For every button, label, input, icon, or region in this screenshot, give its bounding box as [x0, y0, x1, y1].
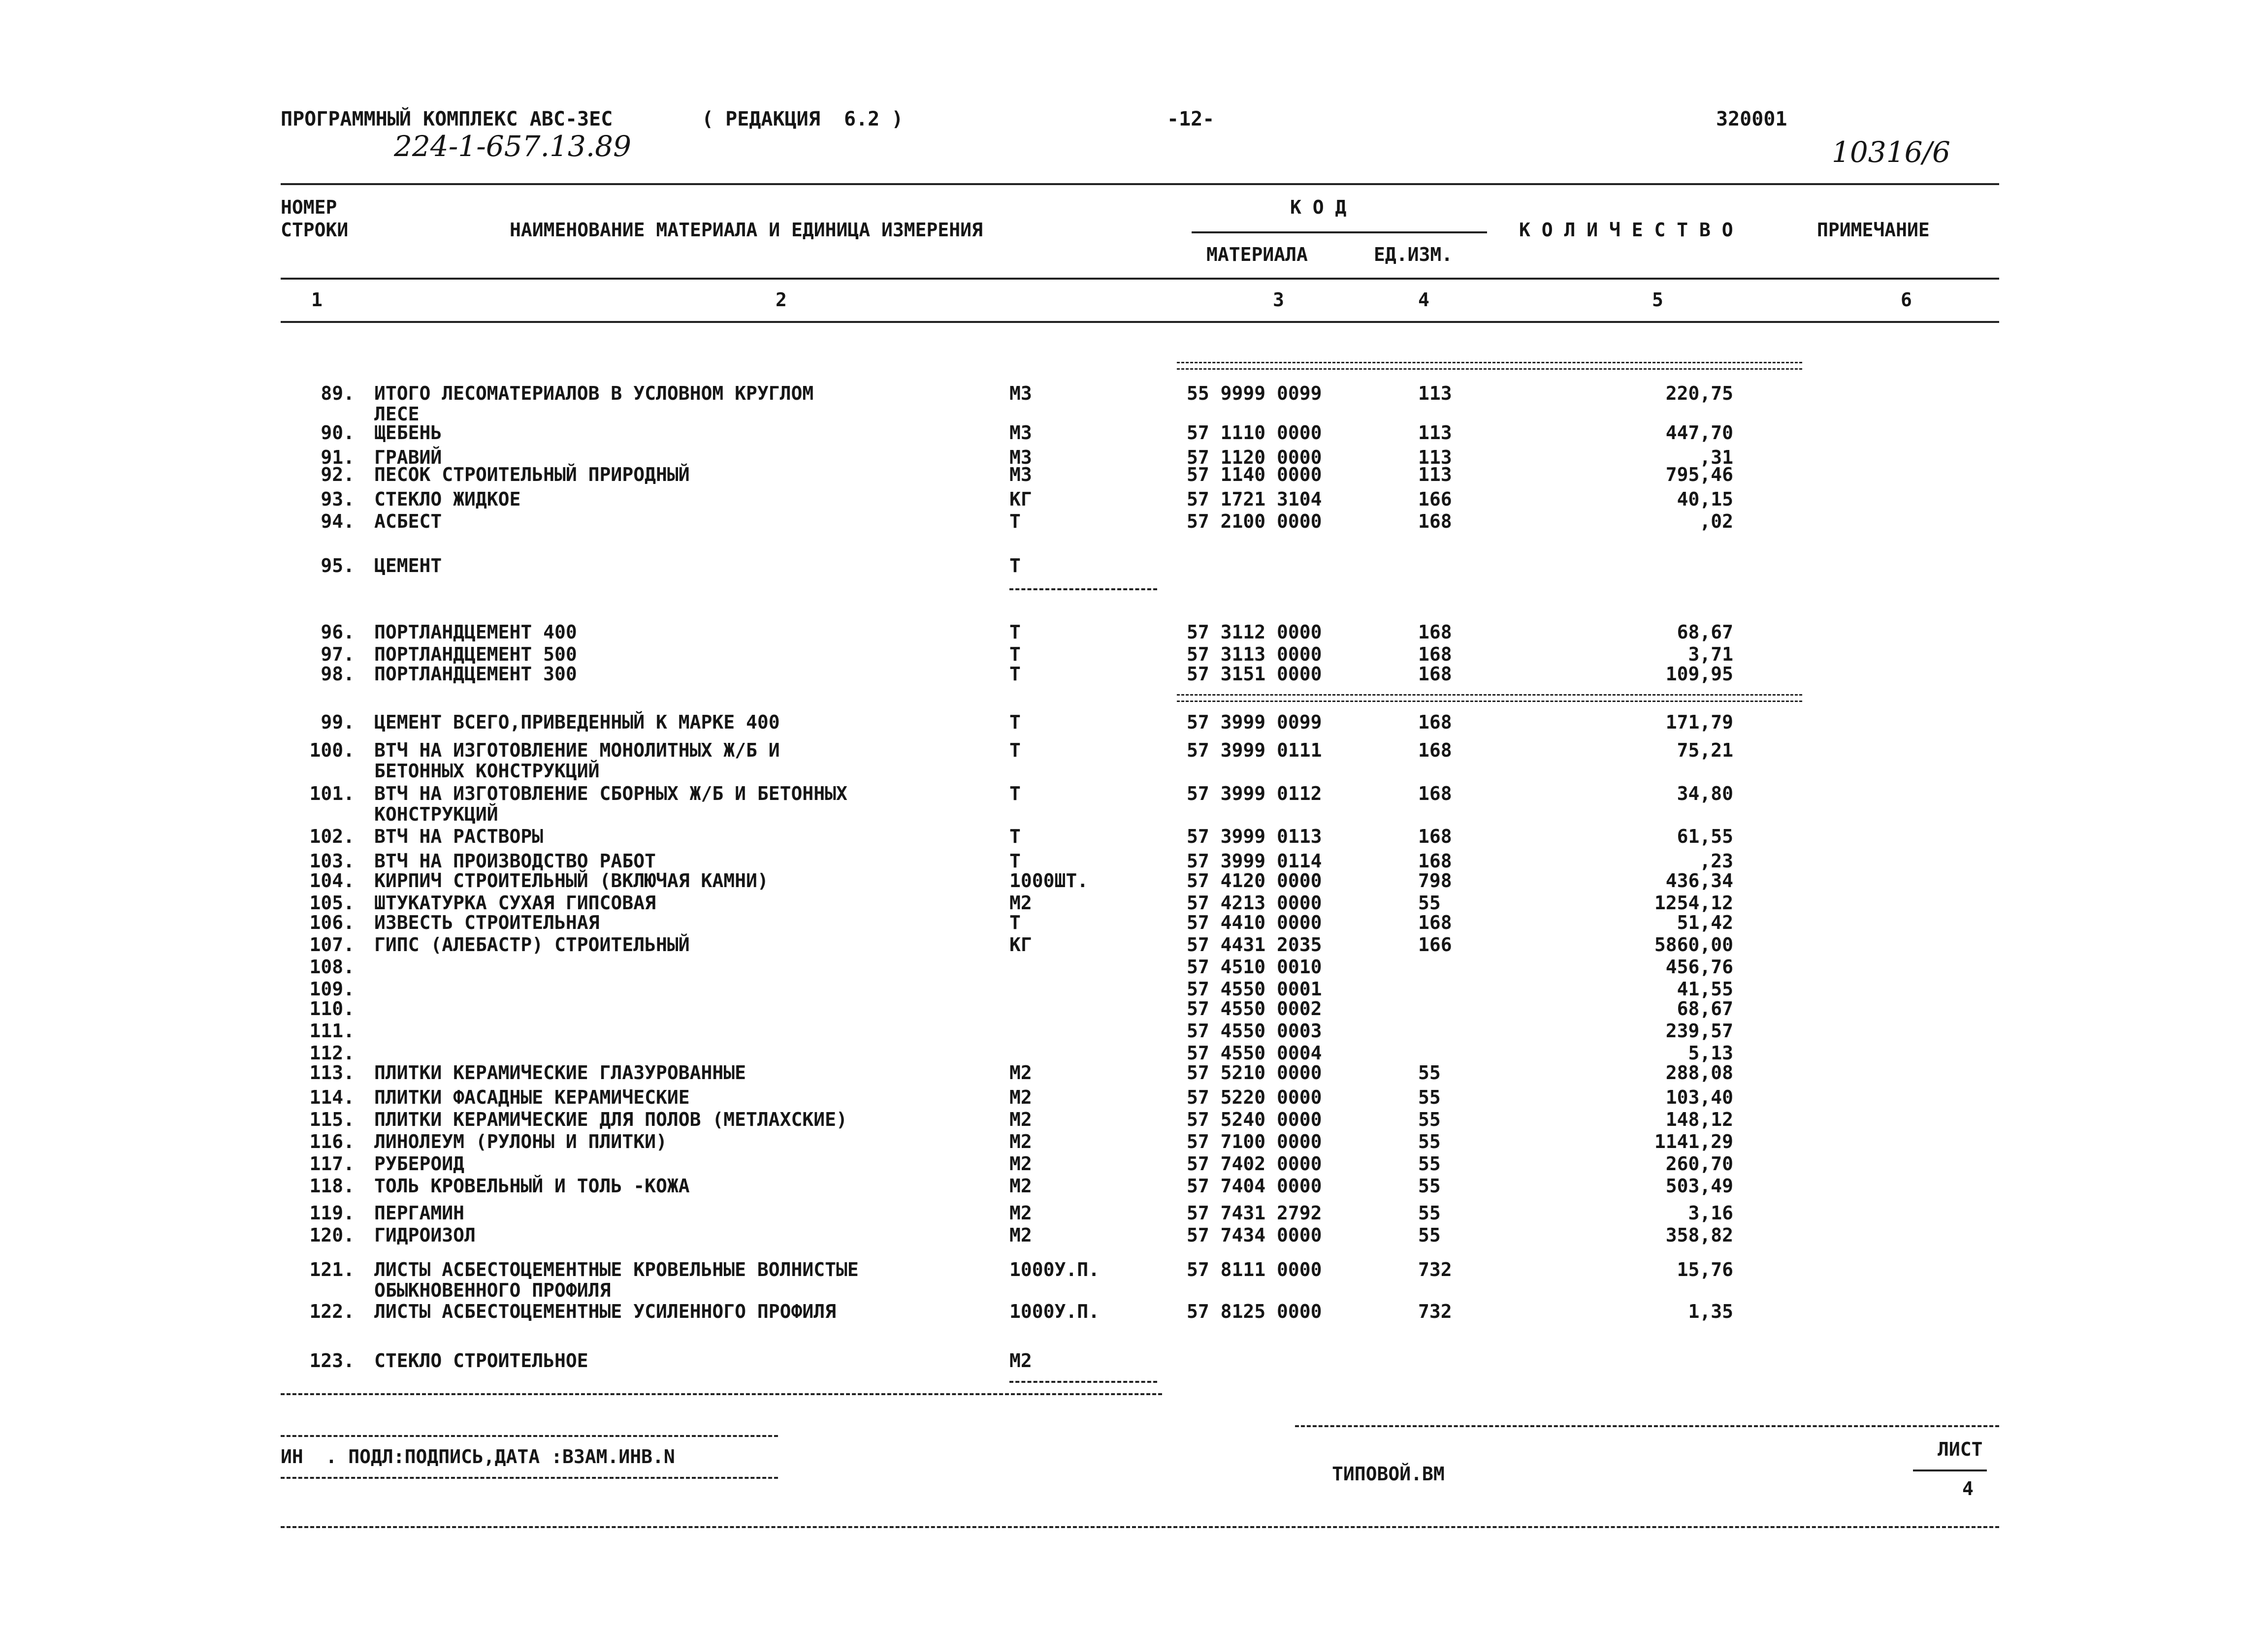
quantity-value: 5,13	[1688, 1042, 1733, 1064]
col-number-2: 2	[776, 289, 787, 311]
row-number: 119.	[309, 1202, 355, 1224]
measure-unit: 1000ШТ.	[1009, 870, 1089, 892]
material-name: ПЛИТКИ ФАСАДНЫЕ КЕРАМИЧЕСКИЕ	[374, 1086, 690, 1108]
unit-code: 55	[1418, 1131, 1441, 1152]
quantity-value: 3,16	[1688, 1202, 1733, 1224]
file-name: ТИПОВОЙ.ВМ	[1332, 1463, 1445, 1485]
material-name: ЦЕМЕНТ	[374, 555, 442, 576]
table-row	[0, 1021, 2268, 1043]
row-number: 98.	[321, 663, 355, 685]
row-number: 103.	[309, 850, 355, 872]
unit-code: 732	[1418, 1301, 1452, 1322]
row-number: 121.	[309, 1259, 355, 1280]
row-number: 95.	[321, 555, 355, 576]
material-code: 57 4550 0002	[1187, 998, 1322, 1020]
unit-code: 166	[1418, 934, 1452, 956]
note-header: ПРИМЕЧАНИЕ	[1817, 219, 1930, 241]
unit-code: 166	[1418, 488, 1452, 510]
total-separator-1	[1177, 362, 1802, 370]
material-name: ПЕСОК СТРОИТЕЛЬНЫЙ ПРИРОДНЫЙ	[374, 464, 690, 485]
unit-code: 113	[1418, 383, 1452, 404]
measure-unit: Т	[1009, 912, 1021, 933]
stamp-fields: ИН . ПОДЛ:ПОДПИСЬ,ДАТА :ВЗАМ.ИНВ.N	[281, 1446, 675, 1468]
material-name: ГИДРОИЗОЛ	[374, 1224, 476, 1246]
header-bottom-rule	[281, 321, 1999, 323]
col-number-4: 4	[1418, 289, 1429, 311]
material-name: ПЛИТКИ КЕРАМИЧЕСКИЕ ДЛЯ ПОЛОВ (МЕТЛАХСКИЕ)	[374, 1109, 847, 1130]
material-code: 57 7434 0000	[1187, 1224, 1322, 1246]
table-row	[0, 958, 2268, 979]
row-number: 107.	[309, 934, 355, 956]
material-code: 57 1120 0000	[1187, 447, 1322, 468]
material-name: ПОРТЛАНДЦЕМЕНТ 500	[374, 643, 577, 665]
row-number: 108.	[309, 956, 355, 978]
row-number: 104.	[309, 870, 355, 892]
material-name: ПОРТЛАНДЦЕМЕНТ 400	[374, 621, 577, 643]
material-name: ЛИСТЫ АСБЕСТОЦЕМЕНТНЫЕ УСИЛЕННОГО ПРОФИЛЯ	[374, 1301, 836, 1322]
measure-unit: Т	[1009, 511, 1021, 532]
stamp-mid-rule	[281, 1477, 778, 1479]
sheet-label: ЛИСТ	[1938, 1438, 1983, 1460]
material-name: ЦЕМЕНТ ВСЕГО,ПРИВЕДЕННЫЙ К МАРКЕ 400	[374, 711, 780, 733]
material-name: СТЕКЛО ЖИДКОЕ	[374, 488, 521, 510]
material-code: 57 8125 0000	[1187, 1301, 1322, 1322]
row-number: 106.	[309, 912, 355, 933]
material-name-continuation: КОНСТРУКЦИЙ	[374, 803, 498, 825]
unit-code: 168	[1418, 663, 1452, 685]
quantity-value: 220,75	[1665, 383, 1733, 404]
material-code: 57 3112 0000	[1187, 621, 1322, 643]
material-code: 57 4550 0004	[1187, 1042, 1322, 1064]
quantity-value: 3,71	[1688, 643, 1733, 665]
material-name: ЛИСТЫ АСБЕСТОЦЕМЕНТНЫЕ КРОВЕЛЬНЫЕ ВОЛНИСТЫЕ	[374, 1259, 859, 1280]
row-number: 123.	[309, 1350, 355, 1372]
end-separator	[1009, 1381, 1157, 1383]
row-number: 117.	[309, 1153, 355, 1175]
material-name: ВТЧ НА ИЗГОТОВЛЕНИЕ СБОРНЫХ Ж/Б И БЕТОННЫХ	[374, 783, 847, 804]
measure-unit: Т	[1009, 643, 1021, 665]
quantity-header: К О Л И Ч Е С Т В О	[1519, 219, 1733, 241]
material-code: 57 7402 0000	[1187, 1153, 1322, 1175]
quantity-value: ,23	[1699, 850, 1733, 872]
stamp-top-rule	[281, 1435, 778, 1437]
material-name: ГИПС (АЛЕБАСТР) СТРОИТЕЛЬНЫЙ	[374, 934, 690, 956]
num-header-2: СТРОКИ	[281, 219, 349, 241]
table-row	[0, 1154, 2268, 1176]
row-number: 90.	[321, 422, 355, 444]
unit-code: 168	[1418, 850, 1452, 872]
unit-code: 798	[1418, 870, 1452, 892]
table-row	[0, 1204, 2268, 1225]
row-number: 111.	[309, 1020, 355, 1042]
row-number: 122.	[309, 1301, 355, 1322]
material-code: 55 9999 0099	[1187, 383, 1322, 404]
code-header: К О Д	[1290, 196, 1347, 218]
material-name: ПОРТЛАНДЦЕМЕНТ 300	[374, 663, 577, 685]
measure-unit: 1000У.П.	[1009, 1301, 1100, 1322]
material-name: АСБЕСТ	[374, 511, 442, 532]
measure-unit: М2	[1009, 1175, 1032, 1197]
quantity-value: 358,82	[1665, 1224, 1733, 1246]
material-code: 57 3113 0000	[1187, 643, 1322, 665]
material-code: 57 2100 0000	[1187, 511, 1322, 532]
page-number: -12-	[1167, 108, 1215, 130]
col-number-3: 3	[1273, 289, 1284, 311]
unit-header: ЕД.ИЗМ.	[1374, 244, 1453, 265]
table-row	[0, 783, 2268, 825]
material-code: 57 4510 0010	[1187, 956, 1322, 978]
quantity-value: 51,42	[1677, 912, 1733, 933]
row-number: 110.	[309, 998, 355, 1020]
unit-code: 55	[1418, 1062, 1441, 1084]
quantity-value: 75,21	[1677, 739, 1733, 761]
quantity-value: 1141,29	[1654, 1131, 1733, 1152]
row-number: 109.	[309, 978, 355, 1000]
table-row	[0, 465, 2268, 487]
measure-unit: Т	[1009, 621, 1021, 643]
unit-code: 113	[1418, 464, 1452, 485]
unit-code: 55	[1418, 1086, 1441, 1108]
table-row	[0, 490, 2268, 511]
row-number: 89.	[321, 383, 355, 404]
document-code: 320001	[1716, 108, 1787, 130]
table-row	[0, 1226, 2268, 1247]
material-name: ШТУКАТУРКА СУХАЯ ГИПСОВАЯ	[374, 892, 656, 914]
quantity-value: 436,34	[1665, 870, 1733, 892]
unit-code: 55	[1418, 1153, 1441, 1175]
table-row	[0, 913, 2268, 935]
measure-unit: Т	[1009, 663, 1021, 685]
quantity-value: 109,95	[1665, 663, 1733, 685]
material-code: 57 7404 0000	[1187, 1175, 1322, 1197]
material-name-continuation: ОБЫКНОВЕННОГО ПРОФИЛЯ	[374, 1279, 611, 1301]
header-mid-rule	[281, 278, 1999, 280]
table-row	[0, 935, 2268, 957]
material-name: ИЗВЕСТЬ СТРОИТЕЛЬНАЯ	[374, 912, 600, 933]
quantity-value: 503,49	[1665, 1175, 1733, 1197]
table-row	[0, 665, 2268, 686]
table-row	[0, 1063, 2268, 1085]
material-code: 57 8111 0000	[1187, 1259, 1322, 1280]
unit-code: 113	[1418, 422, 1452, 444]
unit-code: 168	[1418, 643, 1452, 665]
material-code: 57 5240 0000	[1187, 1109, 1322, 1130]
unit-code: 55	[1418, 1109, 1441, 1130]
measure-unit: М2	[1009, 1350, 1032, 1372]
material-code: 57 5210 0000	[1187, 1062, 1322, 1084]
num-header-1: НОМЕР	[281, 196, 337, 218]
header-top-rule	[281, 183, 1999, 185]
row-number: 118.	[309, 1175, 355, 1197]
table-row	[0, 1259, 2268, 1301]
material-code: 57 4120 0000	[1187, 870, 1322, 892]
table-row	[0, 1302, 2268, 1324]
sheet-split-rule	[1913, 1469, 1987, 1471]
table-row	[0, 556, 2268, 578]
quantity-value: 103,40	[1665, 1086, 1733, 1108]
measure-unit: Т	[1009, 555, 1021, 576]
row-number: 93.	[321, 488, 355, 510]
material-name-continuation: БЕТОННЫХ КОНСТРУКЦИЙ	[374, 760, 600, 782]
total-separator-2	[1177, 694, 1802, 702]
unit-code: 55	[1418, 1224, 1441, 1246]
material-name: ИТОГО ЛЕСОМАТЕРИАЛОВ В УСЛОВНОМ КРУГЛОМ	[374, 383, 814, 404]
table-row	[0, 827, 2268, 849]
quantity-value: 795,46	[1665, 464, 1733, 485]
measure-unit: М2	[1009, 1062, 1032, 1084]
quantity-value: ,31	[1699, 447, 1733, 468]
material-name: ВТЧ НА ПРОИЗВОДСТВО РАБОТ	[374, 850, 656, 872]
quantity-value: 40,15	[1677, 488, 1733, 510]
sheet-number: 4	[1962, 1478, 1974, 1500]
measure-unit: КГ	[1009, 934, 1032, 956]
col-number-5: 5	[1652, 289, 1663, 311]
quantity-value: 456,76	[1665, 956, 1733, 978]
row-number: 105.	[309, 892, 355, 914]
quantity-value: 447,70	[1665, 422, 1733, 444]
material-name: ТОЛЬ КРОВЕЛЬНЫЙ И ТОЛЬ -КОЖА	[374, 1175, 690, 1197]
material-code: 57 7431 2792	[1187, 1202, 1322, 1224]
material-code: 57 5220 0000	[1187, 1086, 1322, 1108]
table-row	[0, 383, 2268, 425]
page-bottom-rule	[281, 1526, 1999, 1528]
row-number: 92.	[321, 464, 355, 485]
row-number: 96.	[321, 621, 355, 643]
row-number: 99.	[321, 711, 355, 733]
measure-unit: Т	[1009, 850, 1021, 872]
row-number: 112.	[309, 1042, 355, 1064]
unit-code: 55	[1418, 892, 1441, 914]
unit-code: 168	[1418, 826, 1452, 847]
table-row	[0, 1132, 2268, 1154]
material-name: КИРПИЧ СТРОИТЕЛЬНЫЙ (ВКЛЮЧАЯ КАМНИ)	[374, 870, 769, 892]
material-code: 57 3999 0111	[1187, 739, 1322, 761]
quantity-value: 148,12	[1665, 1109, 1733, 1130]
row-number: 115.	[309, 1109, 355, 1130]
material-name: ПЕРГАМИН	[374, 1202, 465, 1224]
title-block-top-rule	[1295, 1425, 1999, 1427]
measure-unit: М2	[1009, 1109, 1032, 1130]
table-row	[0, 623, 2268, 644]
measure-unit: М3	[1009, 464, 1032, 485]
material-code: 57 3151 0000	[1187, 663, 1322, 685]
material-code: 57 1110 0000	[1187, 422, 1322, 444]
material-name: СТЕКЛО СТРОИТЕЛЬНОЕ	[374, 1350, 588, 1372]
quantity-value: 15,76	[1677, 1259, 1733, 1280]
table-end-rule	[281, 1393, 1162, 1395]
unit-code: 168	[1418, 739, 1452, 761]
row-number: 101.	[309, 783, 355, 804]
quantity-value: ,02	[1699, 511, 1733, 532]
col-number-1: 1	[311, 289, 323, 311]
quantity-value: 41,55	[1677, 978, 1733, 1000]
measure-unit: М2	[1009, 1153, 1032, 1175]
measure-unit: М2	[1009, 892, 1032, 914]
quantity-value: 1254,12	[1654, 892, 1733, 914]
handwritten-project-number: 224-1-657.13.89	[394, 129, 631, 163]
table-row	[0, 512, 2268, 534]
row-number: 91.	[321, 447, 355, 468]
table-row	[0, 1088, 2268, 1110]
row-number: 116.	[309, 1131, 355, 1152]
material-code: 57 3999 0114	[1187, 850, 1322, 872]
quantity-value: 5860,00	[1654, 934, 1733, 956]
measure-unit: М2	[1009, 1202, 1032, 1224]
unit-code: 113	[1418, 447, 1452, 468]
measure-unit: М3	[1009, 447, 1032, 468]
quantity-value: 260,70	[1665, 1153, 1733, 1175]
quantity-value: 68,67	[1677, 998, 1733, 1020]
program-title: ПРОГРАММНЫЙ КОМПЛЕКС АВС-3ЕС	[281, 108, 613, 130]
material-code: 57 4550 0001	[1187, 978, 1322, 1000]
quantity-value: 61,55	[1677, 826, 1733, 847]
measure-unit: М3	[1009, 422, 1032, 444]
material-code: 57 3999 0099	[1187, 711, 1322, 733]
measure-unit: КГ	[1009, 488, 1032, 510]
material-name: РУБЕРОИД	[374, 1153, 465, 1175]
measure-unit: М2	[1009, 1131, 1032, 1152]
material-name-continuation: ЛЕСЕ	[374, 403, 420, 425]
handwritten-sheet-code: 10316/6	[1832, 135, 1950, 169]
table-row	[0, 1177, 2268, 1198]
material-name: ГРАВИЙ	[374, 447, 442, 468]
material-code: 57 3999 0112	[1187, 783, 1322, 804]
table-row	[0, 423, 2268, 445]
cement-separator	[1009, 588, 1157, 590]
material-code: 57 4213 0000	[1187, 892, 1322, 914]
measure-unit: М2	[1009, 1224, 1032, 1246]
quantity-value: 171,79	[1665, 711, 1733, 733]
code-split-rule	[1192, 231, 1487, 233]
table-row	[0, 713, 2268, 734]
unit-code: 732	[1418, 1259, 1452, 1280]
table-row	[0, 739, 2268, 782]
quantity-value: 239,57	[1665, 1020, 1733, 1042]
row-number: 114.	[309, 1086, 355, 1108]
material-code: 57 1721 3104	[1187, 488, 1322, 510]
unit-code: 168	[1418, 511, 1452, 532]
row-number: 120.	[309, 1224, 355, 1246]
edition-label: ( РЕДАКЦИЯ 6.2 )	[702, 108, 904, 130]
table-row	[0, 1110, 2268, 1132]
material-name: ПЛИТКИ КЕРАМИЧЕСКИЕ ГЛАЗУРОВАННЫЕ	[374, 1062, 746, 1084]
material-code: 57 4431 2035	[1187, 934, 1322, 956]
row-number: 97.	[321, 643, 355, 665]
table-row	[0, 999, 2268, 1021]
row-number: 100.	[309, 739, 355, 761]
quantity-value: 288,08	[1665, 1062, 1733, 1084]
unit-code: 168	[1418, 711, 1452, 733]
table-row	[0, 871, 2268, 893]
material-code: 57 7100 0000	[1187, 1131, 1322, 1152]
measure-unit: Т	[1009, 826, 1021, 847]
unit-code: 55	[1418, 1202, 1441, 1224]
measure-unit: Т	[1009, 711, 1021, 733]
material-name: ВТЧ НА ИЗГОТОВЛЕНИЕ МОНОЛИТНЫХ Ж/Б И	[374, 739, 780, 761]
material-name: ЩЕБЕНЬ	[374, 422, 442, 444]
unit-code: 168	[1418, 621, 1452, 643]
material-header: МАТЕРИАЛА	[1206, 244, 1308, 265]
material-code: 57 4550 0003	[1187, 1020, 1322, 1042]
measure-unit: Т	[1009, 739, 1021, 761]
unit-code: 55	[1418, 1175, 1441, 1197]
quantity-value: 34,80	[1677, 783, 1733, 804]
quantity-value: 1,35	[1688, 1301, 1733, 1322]
table-row	[0, 1351, 2268, 1373]
quantity-value: 68,67	[1677, 621, 1733, 643]
name-header: НАИМЕНОВАНИЕ МАТЕРИАЛА И ЕДИНИЦА ИЗМЕРЕНИЯ	[510, 219, 983, 241]
measure-unit: М3	[1009, 383, 1032, 404]
measure-unit: 1000У.П.	[1009, 1259, 1100, 1280]
row-number: 102.	[309, 826, 355, 847]
measure-unit: Т	[1009, 783, 1021, 804]
material-code: 57 4410 0000	[1187, 912, 1322, 933]
material-name: ВТЧ НА РАСТВОРЫ	[374, 826, 544, 847]
material-name: ЛИНОЛЕУМ (РУЛОНЫ И ПЛИТКИ)	[374, 1131, 667, 1152]
unit-code: 168	[1418, 783, 1452, 804]
material-code: 57 3999 0113	[1187, 826, 1322, 847]
material-code: 57 1140 0000	[1187, 464, 1322, 485]
unit-code: 168	[1418, 912, 1452, 933]
row-number: 94.	[321, 511, 355, 532]
row-number: 113.	[309, 1062, 355, 1084]
col-number-6: 6	[1901, 289, 1912, 311]
measure-unit: М2	[1009, 1086, 1032, 1108]
